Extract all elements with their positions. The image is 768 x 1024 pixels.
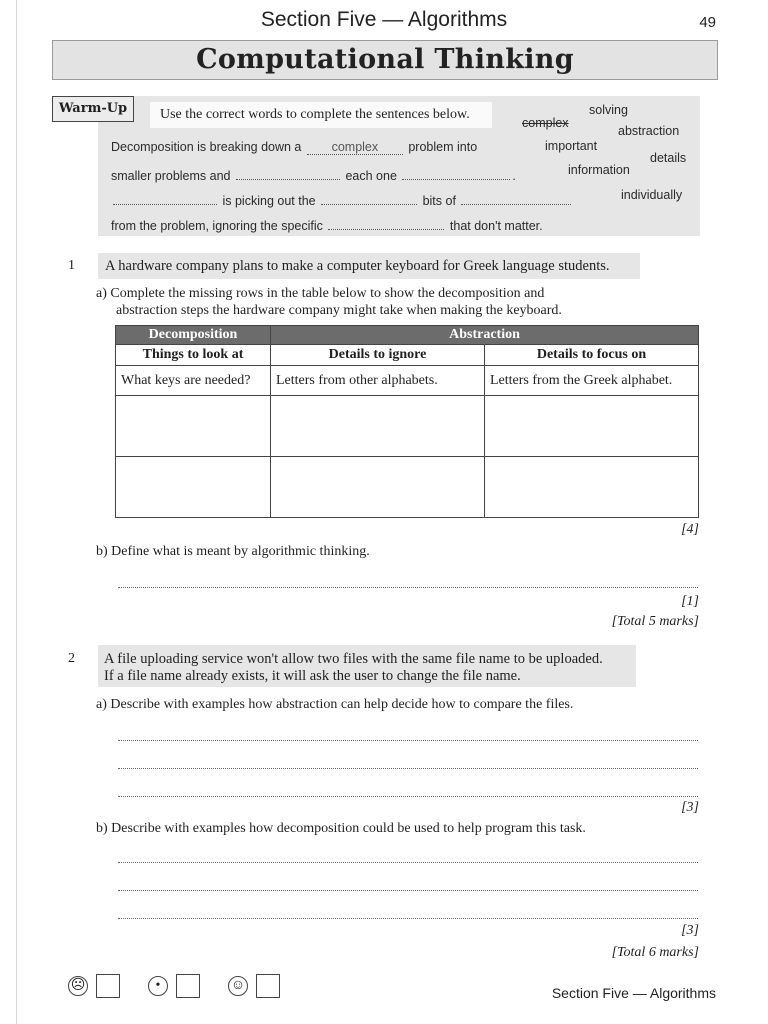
page-number: 49 [699, 14, 716, 31]
question-number: 2 [68, 651, 75, 666]
footer-section-label: Section Five — Algorithms [551, 985, 716, 1001]
self-assessment-checkbox[interactable] [96, 974, 120, 998]
table-answer-cell[interactable] [485, 396, 699, 457]
word-bank-item: individually [621, 188, 683, 202]
word-bank-item: abstraction [618, 124, 680, 138]
answer-line[interactable] [118, 889, 698, 891]
table-answer-cell[interactable] [116, 396, 271, 457]
q2a-marks: [3] [681, 800, 699, 815]
warmup-text: smaller problems and [111, 169, 231, 183]
word-bank-item: details [650, 151, 687, 165]
table-answer-cell[interactable] [116, 457, 271, 518]
warmup-instruction: Use the correct words to complete the sentences below. [160, 107, 470, 122]
q2b-text: b) Describe with examples how decomposition could be used to help program this task. [96, 821, 586, 836]
neutral-face-icon: • [148, 976, 168, 996]
answer-line[interactable] [118, 861, 698, 863]
q1a-text-line1: a) Complete the missing rows in the table below to show the decomposition and [96, 286, 545, 301]
table-cell: Letters from other alphabets. [271, 366, 485, 396]
sad-face-icon: ☹ [68, 976, 88, 996]
warmup-text: from the problem, ignoring the specific [111, 219, 323, 233]
warmup-sentence-1 [111, 140, 477, 155]
warmup-text: that don't matter. [449, 219, 543, 233]
decomposition-abstraction-table [115, 325, 699, 518]
table-row-empty [116, 396, 699, 457]
warmup-blank[interactable] [461, 190, 571, 205]
q1b-text: b) Define what is meant by algorithmic thinking. [96, 544, 370, 559]
table-row [116, 366, 699, 396]
q2b-marks: [3] [681, 923, 699, 938]
warmup-text: bits of [422, 194, 456, 208]
table-cell: What keys are needed? [116, 366, 271, 396]
page-title: Computational Thinking [196, 44, 574, 75]
q2a-text: a) Describe with examples how abstraction can help decide how to compare the files. [96, 697, 574, 712]
answer-line[interactable] [118, 795, 698, 797]
page-spine-line [16, 0, 17, 1024]
question-2-text-line1: A file uploading service won't allow two files with the same file name to be uploaded. [104, 651, 603, 667]
question-1-text: A hardware company plans to make a computer keyboard for Greek language students. [105, 258, 610, 274]
table-header-decomposition: Decomposition [116, 326, 271, 345]
answer-line[interactable] [118, 917, 698, 919]
self-assessment-checkbox[interactable] [176, 974, 200, 998]
word-bank-item: solving [589, 103, 628, 117]
q2-total-marks: [Total 6 marks] [611, 945, 699, 960]
table-header-abstraction: Abstraction [271, 326, 699, 345]
warmup-sentence-2 [111, 165, 516, 183]
warmup-blank[interactable] [236, 165, 340, 180]
q1b-marks: [1] [681, 594, 699, 609]
table-row-empty [116, 457, 699, 518]
happy-face-icon: ☺ [228, 976, 248, 996]
question-number: 1 [68, 258, 75, 273]
table-col-details-to-focus-on: Details to focus on [485, 345, 699, 366]
warmup-blank-filled[interactable]: complex [307, 140, 403, 155]
warmup-sentence-3 [111, 190, 573, 208]
table-answer-cell[interactable] [485, 457, 699, 518]
warmup-badge: Warm-Up [52, 96, 134, 122]
q1a-marks: [4] [681, 522, 699, 537]
table-answer-cell[interactable] [271, 457, 485, 518]
warmup-text: Decomposition is breaking down a [111, 140, 302, 154]
answer-line[interactable] [118, 767, 698, 769]
table-answer-cell[interactable] [271, 396, 485, 457]
self-assessment-checkbox[interactable] [256, 974, 280, 998]
table-col-things-to-look-at: Things to look at [116, 345, 271, 366]
warmup-blank[interactable] [321, 190, 417, 205]
word-bank-item: important [545, 139, 598, 153]
warmup-sentence-4 [111, 215, 543, 233]
q1-total-marks: [Total 5 marks] [611, 614, 699, 629]
warmup-blank[interactable] [328, 215, 444, 230]
answer-line[interactable] [118, 586, 698, 588]
q1a-text-line2: abstraction steps the hardware company might take when making the keyboard. [116, 303, 562, 318]
warmup-blank[interactable] [113, 190, 217, 205]
warmup-text: . [512, 169, 516, 183]
warmup-text: is picking out the [222, 194, 316, 208]
question-2-text-line2: If a file name already exists, it will ask the user to change the file name. [104, 668, 521, 684]
warmup-blank[interactable] [402, 165, 510, 180]
warmup-text: problem into [408, 140, 478, 154]
word-bank-item: information [568, 163, 630, 177]
warmup-text: each one [345, 169, 397, 183]
table-col-details-to-ignore: Details to ignore [271, 345, 485, 366]
answer-line[interactable] [118, 739, 698, 741]
word-bank-item-used: complex [522, 116, 569, 130]
section-header: Section Five — Algorithms [260, 8, 508, 31]
table-cell: Letters from the Greek alphabet. [485, 366, 699, 396]
